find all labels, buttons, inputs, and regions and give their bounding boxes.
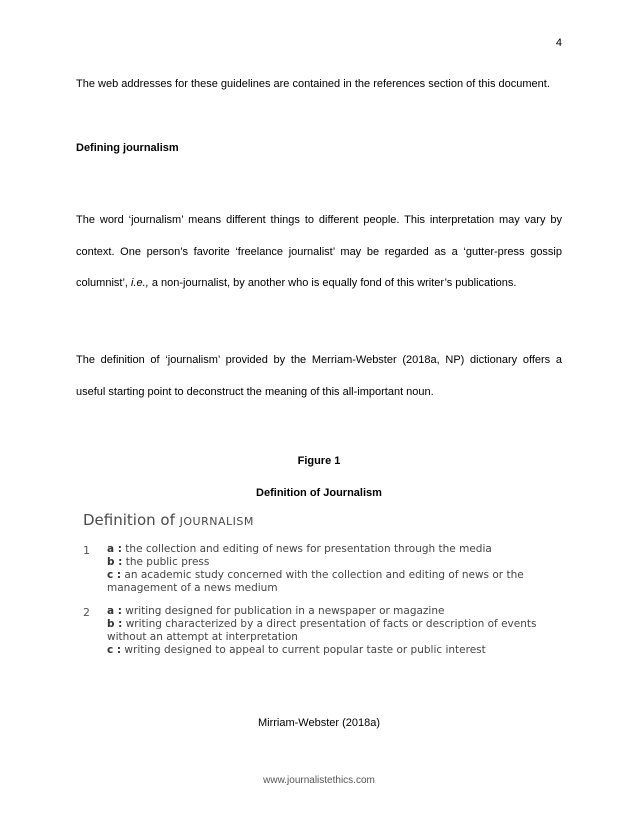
sense-body	[107, 605, 563, 657]
sense-block	[83, 605, 563, 657]
sense-body	[107, 543, 563, 595]
figure-title: Definition of Journalism	[256, 487, 382, 499]
definition-figure	[83, 511, 563, 691]
sub-text: writing designed for publication in a newspaper or magazine	[121, 605, 445, 617]
sub-letter: a :	[107, 543, 122, 555]
sense-block	[83, 543, 563, 595]
italic-text: i.e.,	[131, 277, 149, 289]
sub-sense	[107, 543, 563, 556]
sub-sense	[107, 605, 563, 618]
sub-sense	[107, 644, 563, 657]
sense-number: 1	[83, 544, 90, 557]
paragraph-line	[76, 277, 562, 289]
sub-sense	[107, 618, 563, 644]
text-span: columnist’,	[76, 277, 132, 289]
definition-heading	[83, 511, 563, 529]
text-span: a non-journalist, by another who is equally fond of this writer’s publications.	[148, 277, 517, 289]
figure-caption: Mirriam-Webster (2018a)	[257, 717, 381, 729]
sub-letter: a :	[107, 605, 122, 617]
paragraph-line: The word ‘journalism’ means different things to different people. This interpretation may vary by	[76, 214, 562, 226]
sub-letter: b :	[107, 556, 123, 568]
definition-heading-main: Definition of	[83, 511, 175, 529]
sub-letter: b :	[107, 618, 123, 630]
sub-letter: c :	[107, 644, 122, 656]
page-number: 4	[555, 37, 562, 49]
figure-label: Figure 1	[297, 455, 341, 467]
sub-text: the public press	[122, 556, 210, 568]
section-heading: Defining journalism	[76, 142, 179, 154]
sub-sense	[107, 556, 563, 569]
sub-sense	[107, 569, 563, 595]
definition-heading-word: JOURNALISM	[179, 515, 254, 528]
sub-text: the collection and editing of news for presentation through the media	[121, 543, 492, 555]
paragraph-line: context. One person’s favorite ‘freelance journalist’ may be regarded as a ‘gutter-press gossip	[76, 246, 562, 258]
sub-text: writing characterized by a direct presentation of facts or description of events without an attempt at interpretation	[107, 618, 537, 643]
sub-letter: c :	[107, 569, 122, 581]
paragraph-line: useful starting point to deconstruct the meaning of this all-important noun.	[76, 386, 434, 398]
paragraph-line: The definition of ‘journalism’ provided by the Merriam-Webster (2018a, NP) dictionary offers a	[76, 354, 562, 366]
sense-number: 2	[83, 606, 90, 619]
sub-text: an academic study concerned with the collection and editing of news or the management of a news medium	[107, 569, 524, 594]
paragraph-references: The web addresses for these guidelines are contained in the references section of this document.	[76, 78, 550, 90]
footer-url: www.journalistethics.com	[263, 775, 375, 786]
sub-text: writing designed to appeal to current popular taste or public interest	[121, 644, 486, 656]
